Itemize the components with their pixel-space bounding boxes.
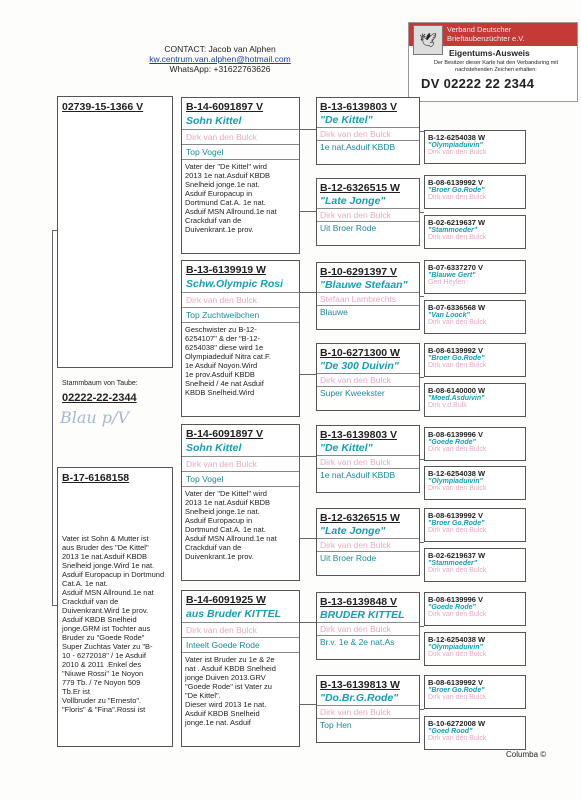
pigeon-description-line: 1e prov.Asduif KBDB <box>185 370 255 379</box>
connector-line <box>419 296 424 297</box>
subject-description-line: 2013 1e nat.Asduif KBDB <box>62 552 148 561</box>
pigeon-description-line: 6254038" diese wird 1e <box>185 343 264 352</box>
contact-block <box>120 44 320 74</box>
gen3-pedigree-box <box>316 592 420 660</box>
pigeon-description-line: nat . Asduif KBDB Snelheid <box>185 664 276 673</box>
contact-name: CONTACT: Jacob van Alphen <box>164 44 276 54</box>
pigeon-ring-number: B-08-6139996 V <box>428 595 484 604</box>
pigeon-ring-number: B-13-6139803 V <box>320 101 398 113</box>
gen4-pedigree-box <box>424 215 526 249</box>
gen3-pedigree-box <box>316 508 420 576</box>
pigeon-ring-number: B-12-6254038 W <box>428 469 486 478</box>
pigeon-note: Br.v. 1e & 2e nat.As <box>320 637 395 647</box>
connector-line <box>299 538 316 539</box>
pigeon-ring-number: B-10-6271300 W <box>320 347 400 359</box>
gen4-pedigree-box <box>424 675 526 709</box>
pigeon-breeder: Dirk van den Bulck <box>320 210 391 220</box>
pigeon-breeder: Stefaan Lambrechts <box>320 294 397 304</box>
subject-description-line: Duivenkrant.Wird 1e prov. <box>62 606 149 615</box>
pigeon-name: "Goed Rood" <box>428 728 473 735</box>
pigeon-ring-number: B-08-6139992 V <box>428 178 484 187</box>
connector-line <box>419 377 420 403</box>
pigeon-name: "Blauwe Stefaan" <box>320 279 408 291</box>
pigeon-description-line: Dortmund Cat.A. 1e nat. <box>185 198 266 207</box>
subject-box <box>57 467 173 747</box>
gen4-pedigree-box <box>424 343 526 377</box>
pigeon-breeder: Dirk van den Bulck <box>186 625 257 635</box>
pigeon-breeder: Dirk van den Bulck <box>320 129 391 139</box>
pigeon-name: "Late Jonge" <box>320 195 386 207</box>
subject-description-line: 10 - 6272018" / 1e Asduif <box>62 651 146 660</box>
main-ring-number: 02739-15-1366 V <box>62 101 144 113</box>
pigeon-description-line: 1e Asduif Noyon.Wird <box>185 361 258 370</box>
connector-line <box>299 622 300 704</box>
pigeon-name: BRUDER KITTEL <box>320 609 405 621</box>
pigeon-breeder: Dirk van den Bulck <box>186 295 257 305</box>
pigeon-name: "Olympiaduivin" <box>428 644 483 651</box>
gen3-pedigree-box <box>316 343 420 411</box>
pigeon-breeder: Dirk van den Bulck <box>320 375 391 385</box>
pigeon-description-line: Asduif KBDB Snelheid <box>185 709 260 718</box>
pigeon-breeder: Dirk van den Bulck <box>320 457 391 467</box>
connector-line <box>299 622 316 623</box>
pigeon-name: "Stammoeder" <box>428 560 478 567</box>
pigeon-ring-number: B-13-6139919 W <box>186 264 266 276</box>
pigeon-breeder: Dirk v.d.Bulk <box>428 402 467 409</box>
pigeon-name: "Moed.Asduivin" <box>428 395 485 402</box>
pigeon-name: Sohn Kittel <box>186 115 242 127</box>
pigeon-ring-number: B-12-6326515 W <box>320 182 400 194</box>
pigeon-description-line: 2013 1e nat.Asduif KBDB <box>185 498 271 507</box>
pigeon-description-line: jonge.1e nat. Asduif <box>185 718 251 727</box>
pigeon-name: "Goede Rode" <box>428 604 476 611</box>
connector-line <box>419 542 420 568</box>
gen4-pedigree-box <box>424 383 526 417</box>
gen4-pedigree-box <box>424 427 526 461</box>
subject-description-line: 2010 & 2011 .Enkel des <box>62 660 142 669</box>
pigeon-ring-number: B-12-6326515 W <box>320 512 400 524</box>
gen4-pedigree-box <box>424 716 526 750</box>
main-ring-box <box>57 96 173 368</box>
connector-line <box>52 605 57 606</box>
pigeon-description-line: Geschwister zu B-12- <box>185 325 257 334</box>
id-card-header <box>409 23 577 46</box>
gen4-pedigree-box <box>424 175 526 209</box>
pigeon-note: Top Zuchtweibchen <box>186 310 260 320</box>
connector-line <box>419 131 420 157</box>
pigeon-name: Sohn Kittel <box>186 442 242 454</box>
pigeon-description-line: "De Kittel". <box>185 691 221 700</box>
pigeon-ring-number: B-14-6091925 W <box>186 594 266 606</box>
pigeon-name: "Broer Go.Rode" <box>428 687 485 694</box>
pigeon-description-line: Duivenkrant.1e prov. <box>185 225 254 234</box>
pigeon-name: Schw.Olympic Rosi <box>186 278 284 290</box>
pigeon-description <box>182 323 299 399</box>
pigeon-name: "Broer Go.Rode" <box>428 355 485 362</box>
pigeon-description <box>182 653 299 729</box>
pigeon-description-line: Crackduif van de <box>185 543 242 552</box>
pigeon-description-line: Asduif MSN Allround.1e nat <box>185 207 277 216</box>
pigeon-description-line: Snelheid jonge.1e nat. <box>185 507 260 516</box>
connector-line <box>419 131 424 132</box>
connector-line <box>419 709 420 735</box>
pigeon-name: "Olympiaduivin" <box>428 478 483 485</box>
pigeon-ring-number: B-02-6219637 W <box>428 218 486 227</box>
subject-description-line: Tb.Er ist <box>62 687 90 696</box>
pigeon-ring-number: B-13-6139803 V <box>320 429 398 441</box>
pigeon-name: "Goede Rode" <box>428 439 476 446</box>
pigeon-name: "Olympiaduivin" <box>428 142 483 149</box>
pigeon-description <box>182 160 299 236</box>
gen2-pedigree-box <box>181 424 300 581</box>
pigeon-note: Uit Broer Rode <box>320 553 377 563</box>
pigeon-description-line: Crackduif van de <box>185 216 242 225</box>
pigeon-ring-number: B-08-6139996 V <box>428 430 484 439</box>
pigeon-logo-icon: 🕊 <box>413 25 443 55</box>
connector-line <box>299 211 316 212</box>
pigeon-note: Uit Broer Rode <box>320 223 377 233</box>
connector-line <box>419 459 420 485</box>
subject-description-line: Snelheid jonge.Wird 1e nat. <box>62 561 155 570</box>
gen2-pedigree-box <box>181 260 300 417</box>
pigeon-name: "Stammoeder" <box>428 227 478 234</box>
subject-description-line: Bruder zu "Goede Rode" <box>62 633 145 642</box>
subject-description-line: Asduif KBDB Snelheid <box>62 615 137 624</box>
connector-line <box>419 377 424 378</box>
pigeon-description-line: Duivenkrant.1e prov. <box>185 552 254 561</box>
pigeon-ring-number: B-13-6139813 W <box>320 679 400 691</box>
pigeon-name: "De Kittel" <box>320 442 373 454</box>
stammbaum-number: 02222-22-2344 <box>62 392 137 404</box>
connector-line <box>419 212 424 213</box>
gen4-pedigree-box <box>424 300 526 334</box>
pigeon-description-line: 2013 1e nat.Asduif KBDB <box>185 171 271 180</box>
pigeon-note: Blauwe <box>320 307 348 317</box>
pigeon-breeder: Dirk van den Bulck <box>428 485 487 492</box>
subject-description-line: Asduif MSN Allround.1e nat <box>62 588 154 597</box>
pigeon-note: Inteelt Goede Rode <box>186 640 260 650</box>
subject-description-line: aus Bruder des "De Kittel" <box>62 543 149 552</box>
pigeon-note: Super Kweekster <box>320 388 385 398</box>
pigeon-ring-number: B-14-6091897 V <box>186 428 264 440</box>
subject-description-line: Super Zuchtas Vater zu "B- <box>62 642 153 651</box>
pigeon-note: 1e nat.Asduif KBDB <box>320 142 396 152</box>
connector-line <box>52 230 57 231</box>
connector-line <box>299 374 316 375</box>
connector-line <box>299 456 300 538</box>
pigeon-breeder: Dirk van den Bulck <box>186 459 257 469</box>
connector-line <box>419 459 424 460</box>
subject-ring-number: B-17-6168158 <box>62 472 130 484</box>
pigeon-description-line: KBDB Snelheid.Wird <box>185 388 255 397</box>
connector-line <box>299 456 316 457</box>
subject-description-line: 779 Tb. / 7e Noyon 509 <box>62 678 141 687</box>
pigeon-ring-number: B-12-6254038 W <box>428 635 486 644</box>
pigeon-name: "Late Jonge" <box>320 525 386 537</box>
pigeon-name: "Do.Br.G.Rode" <box>320 692 399 704</box>
pigeon-breeder: Dirk van den Bulck <box>428 611 487 618</box>
pigeon-breeder: Dirk van den Bulck <box>320 707 391 717</box>
pigeon-description-line: jonge Duiven 2013.GRV <box>185 673 266 682</box>
pigeon-breeder: Dirk van den Bulck <box>428 234 487 241</box>
pigeon-name: "Broer Go.Rode" <box>428 520 485 527</box>
subject-description-line: Vater ist Sohn & Mutter ist <box>62 534 149 543</box>
connector-line <box>299 292 316 293</box>
pigeon-description-line: Vater der "De Kittel" wird <box>185 489 267 498</box>
gen4-pedigree-box <box>424 466 526 500</box>
pigeon-description-line: Olympiadeduif Nitra cat.F. <box>185 352 271 361</box>
pigeon-breeder: Dirk van den Bulck <box>428 446 487 453</box>
gen4-pedigree-box <box>424 130 526 164</box>
pigeon-description-line: Asduif Europacup in <box>185 189 253 198</box>
subject-description-line: Crackduif van de <box>62 597 119 606</box>
subject-description-line: "Niuwe Rossi" 1e Noyon <box>62 669 144 678</box>
handwritten-color-note: Blau p/V <box>60 408 129 427</box>
pigeon-description-line: "Goede Rode" ist Vater zu <box>185 682 272 691</box>
gen4-pedigree-box <box>424 508 526 542</box>
pigeon-ring-number: B-12-6254038 W <box>428 133 486 142</box>
subject-description-line: jonge.GRM ist Tochter aus <box>62 624 151 633</box>
id-card-org: Verband Deutscher Brieftaubenzüchter e.V. <box>447 25 525 43</box>
gen3-pedigree-box <box>316 262 420 330</box>
gen3-pedigree-box <box>316 178 420 246</box>
pigeon-breeder: Dirk van den Bulck <box>320 540 391 550</box>
pigeon-name: "De 300 Duivin" <box>320 360 399 372</box>
connector-line <box>419 626 424 627</box>
connector-line <box>419 626 420 652</box>
pigeon-ring-number: B-02-6219637 W <box>428 551 486 560</box>
subject-description-line: Cat.A. 1e nat. <box>62 579 108 588</box>
subject-description-line: "Floris" & "Fina".Rossi ist <box>62 705 146 714</box>
pigeon-name: "Blauwe Gert" <box>428 272 476 279</box>
pigeon-breeder: Dirk van den Bulck <box>428 362 487 369</box>
pigeon-breeder: Dirk van den Bulck <box>428 527 487 534</box>
pigeon-ring-number: B-13-6139848 V <box>320 596 398 608</box>
pigeon-note: Top Hen <box>320 720 352 730</box>
subject-description <box>58 532 172 716</box>
pigeon-breeder: Gert Heylen <box>428 279 466 286</box>
pigeon-note: Top Vogel <box>186 474 224 484</box>
connector-line <box>419 296 420 322</box>
pigeon-breeder: Dirk van den Bulck <box>186 132 257 142</box>
gen4-pedigree-box <box>424 632 526 666</box>
id-card-title: Eigentums-Ausweis <box>449 48 530 58</box>
id-card-subtitle: Der Besitzer dieser Karte hat den Verbandsring mit nachstehenden Zeichen erhalten: <box>433 60 559 73</box>
pigeon-ring-number: B-07-6337270 V <box>428 263 484 272</box>
pigeon-breeder: Dirk van den Bulck <box>320 624 391 634</box>
stammbaum-label: Stammbaum von Taube: <box>62 380 138 387</box>
pigeon-name: "De Kittel" <box>320 114 373 126</box>
pigeon-name: "Broer Go.Rode" <box>428 187 485 194</box>
pigeon-description <box>182 487 299 563</box>
connector-line <box>299 704 316 705</box>
pigeon-breeder: Dirk van den Bulck <box>428 194 487 201</box>
connector-line <box>299 129 300 211</box>
contact-whatsapp: WhatsApp: +31622763626 <box>169 64 271 74</box>
pigeon-breeder: Dirk van den Bulck <box>428 319 487 326</box>
pigeon-breeder: Dirk van den Bulck <box>428 735 487 742</box>
gen2-pedigree-box <box>181 97 300 254</box>
gen4-pedigree-box <box>424 260 526 294</box>
pigeon-description-line: Asduif Europacup in <box>185 516 253 525</box>
pigeon-ring-number: B-08-6139992 V <box>428 346 484 355</box>
connector-line <box>299 292 300 374</box>
pigeon-breeder: Dirk van den Bulck <box>428 149 487 156</box>
pigeon-description-line: Snelheid / 4e nat Asduif <box>185 379 264 388</box>
pigeon-name: "Van Loock" <box>428 312 470 319</box>
connector-line <box>52 230 53 605</box>
connector-line <box>419 709 424 710</box>
connector-line <box>299 129 316 130</box>
contact-email-link[interactable]: kw.centrum.van.alphen@hotmail.com <box>149 54 291 64</box>
pigeon-ring-number: B-10-6272008 W <box>428 719 486 728</box>
footer-brand: Columba © <box>506 750 547 759</box>
pigeon-ring-number: B-08-6139992 V <box>428 678 484 687</box>
pigeon-ring-number: B-08-6139992 V <box>428 511 484 520</box>
pigeon-breeder: Dirk van den Bulck <box>428 694 487 701</box>
subject-description-line: Vollbruder zu "Ernesto". <box>62 696 142 705</box>
pigeon-name: aus Bruder KITTEL <box>186 608 282 620</box>
connector-line <box>419 542 424 543</box>
pigeon-description-line: Dortmund Cat.A. 1e nat. <box>185 525 266 534</box>
pigeon-note: Top Vogel <box>186 147 224 157</box>
gen4-pedigree-box <box>424 548 526 582</box>
gen3-pedigree-box <box>316 97 420 165</box>
gen3-pedigree-box <box>316 425 420 493</box>
pigeon-ring-number: B-08-6140000 W <box>428 386 486 395</box>
gen4-pedigree-box <box>424 592 526 626</box>
id-card-number: DV 02222 22 2344 <box>421 76 535 91</box>
pigeon-description-line: Asduif MSN Allround.1e nat <box>185 534 277 543</box>
pigeon-ring-number: B-07-6336568 W <box>428 303 486 312</box>
pigeon-description-line: 6254107" & der "B-12- <box>185 334 260 343</box>
pigeon-breeder: Dirk van den Bulck <box>428 651 487 658</box>
pigeon-breeder: Dirk van den Bulck <box>428 567 487 574</box>
ownership-id-card <box>408 22 578 102</box>
pigeon-description-line: Vater ist Bruder zu 1e & 2e <box>185 655 275 664</box>
pigeon-description-line: Vater der "De Kittel" wird <box>185 162 267 171</box>
subject-description-line: Asduif Europacup in Dortmund <box>62 570 165 579</box>
pigeon-description-line: Snelheid jonge.1e nat. <box>185 180 260 189</box>
gen3-pedigree-box <box>316 675 420 743</box>
pigeon-ring-number: B-10-6291397 V <box>320 266 398 278</box>
pigeon-description-line: Dieser wird 2013 1e nat. <box>185 700 267 709</box>
pigeon-note: 1e nat.Asduif KBDB <box>320 470 396 480</box>
pigeon-ring-number: B-14-6091897 V <box>186 101 264 113</box>
gen2-pedigree-box <box>181 590 300 747</box>
connector-line <box>419 212 420 238</box>
